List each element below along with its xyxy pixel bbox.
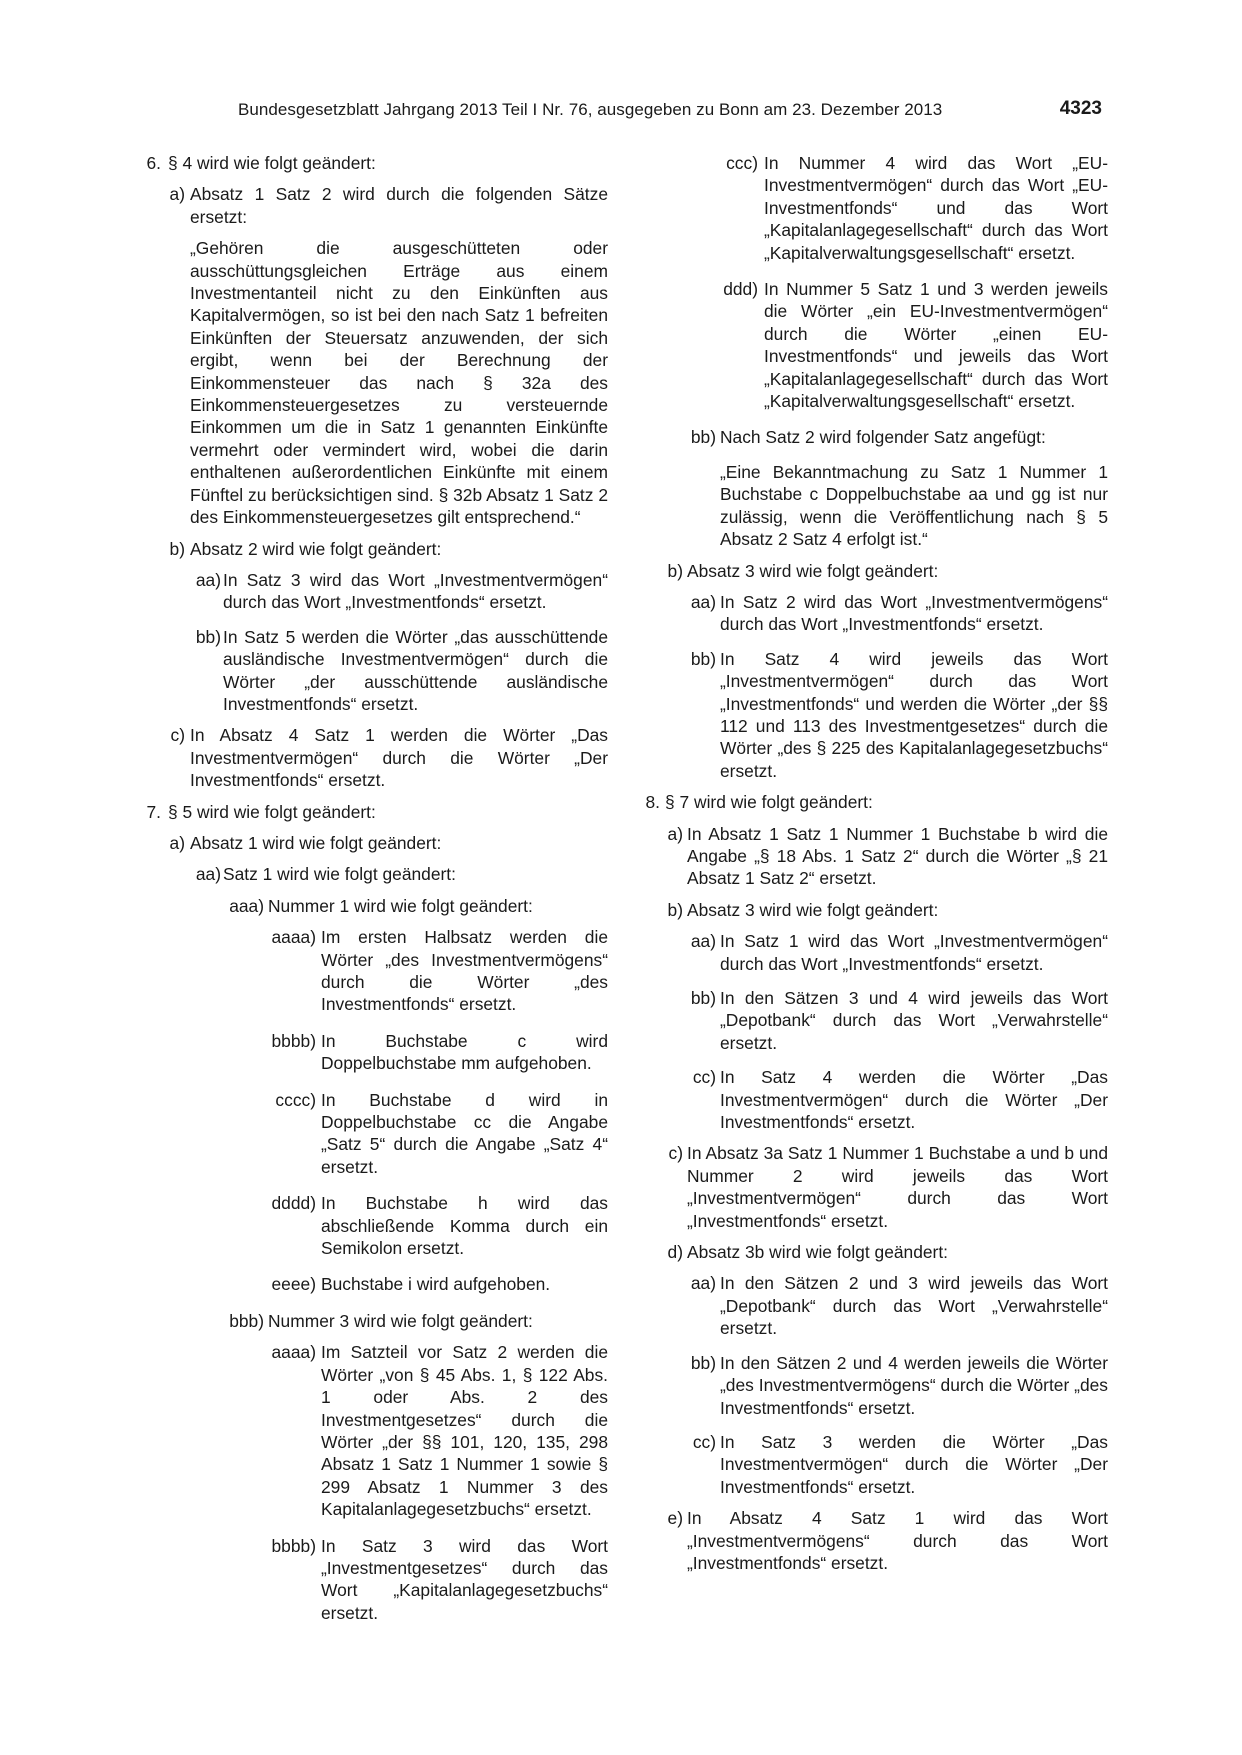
right-column bbox=[645, 152, 1108, 1574]
item-label: bbbb) bbox=[271, 1030, 316, 1051]
item-text: Absatz 3b wird wie folgt geändert: bbox=[687, 1242, 949, 1263]
item-text: In den Sätzen 2 und 3 wird jeweils das Wort „Depotbank“ durch das Wort „Verwahrstelle“ ersetzt. bbox=[720, 1273, 1108, 1339]
item-label: b) bbox=[169, 538, 185, 559]
item-label: aa) bbox=[690, 931, 716, 952]
item-label: bb) bbox=[690, 427, 716, 448]
item-text: In Buchstabe c wird Doppelbuchstabe mm aufgehoben. bbox=[321, 1030, 608, 1074]
header-title: Bundesgesetzblatt Jahrgang 2013 Teil I Nr. 76, ausgegeben zu Bonn am 23. Dezember 2013 bbox=[238, 100, 943, 119]
item-text: In Satz 3 wird das Wort „Investmentvermögen“ durch das Wort „Investmentfonds“ ersetzt. bbox=[223, 569, 608, 613]
item-label: e) bbox=[667, 1508, 683, 1529]
item-label: aa) bbox=[195, 569, 221, 590]
item-label: ddd) bbox=[723, 279, 758, 300]
section-6-text: § 4 wird wie folgt geändert: bbox=[168, 153, 376, 173]
item-label: cccc) bbox=[275, 1089, 316, 1110]
section-6 bbox=[143, 152, 608, 174]
quoted-text: „Eine Bekanntmachung zu Satz 1 Nummer 1 Buchstabe c Doppelbuchstabe aa und gg ist nur zulässig, wenn die Veröffentlichung nach § 5 Absatz 2 Satz 4 erfolgt ist.“ bbox=[720, 461, 1108, 550]
section-6-a-quote bbox=[143, 237, 608, 528]
item-label: bb) bbox=[690, 648, 716, 669]
section-8-c bbox=[650, 1142, 1108, 1232]
item-label: cc) bbox=[692, 1431, 716, 1452]
item-text: In Buchstabe h wird das abschließende Komma durch ein Semikolon ersetzt. bbox=[321, 1193, 608, 1259]
item-ccc bbox=[650, 152, 1108, 264]
section-7-text: § 5 wird wie folgt geändert: bbox=[168, 801, 376, 822]
section-8-number: 8. bbox=[645, 792, 660, 813]
item-label: bbb) bbox=[229, 1310, 264, 1331]
item-label: aaaa) bbox=[271, 927, 316, 948]
section-8-d-aa bbox=[650, 1272, 1108, 1339]
item-ddd bbox=[650, 278, 1108, 412]
item-label: aa) bbox=[690, 1273, 716, 1294]
section-8-b-cc bbox=[650, 1066, 1108, 1133]
section-8-d-bb bbox=[650, 1352, 1108, 1419]
section-7-a-aa-aaa bbox=[143, 895, 608, 917]
item-text: In Absatz 1 Satz 1 Nummer 1 Buchstabe b wird die Angabe „§ 18 Abs. 1 Satz 2“ durch die Wörter „§ 21 Absatz 1 Satz 2“ ersetzt. bbox=[687, 823, 1108, 889]
page-header bbox=[238, 100, 1102, 124]
item-text: Absatz 3 wird wie folgt geändert: bbox=[687, 899, 939, 920]
item-text: In Satz 5 werden die Wörter „das ausschüttende ausländische Investmentvermögen“ durch die Wörter „der ausschüttende ausländische Investmentfonds“ ersetzt. bbox=[223, 626, 608, 714]
item-label: bbbb) bbox=[271, 1535, 316, 1556]
item-label: c) bbox=[170, 725, 185, 746]
item-label: b) bbox=[667, 899, 683, 920]
section-8 bbox=[645, 791, 1108, 813]
item-label: b) bbox=[667, 560, 683, 581]
item-text: In Satz 3 wird das Wort „Investmentgesetzes“ durch das Wort „Kapitalanlagegesetzbuchs“ ersetzt. bbox=[321, 1535, 608, 1623]
section-8-a bbox=[650, 823, 1108, 890]
item-text: In Absatz 3a Satz 1 Nummer 1 Buchstabe a und b und Nummer 2 wird jeweils das Wort „Investmentvermögen“ durch das Wort „Investmentfonds“ ersetzt. bbox=[687, 1143, 1108, 1231]
section-8-b-bb bbox=[650, 987, 1108, 1054]
item-text: Absatz 1 Satz 2 wird durch die folgenden Sätze ersetzt: bbox=[190, 184, 608, 227]
item-text: In Satz 2 wird das Wort „Investmentvermögens“ durch das Wort „Investmentfonds“ ersetzt. bbox=[720, 591, 1108, 635]
item-text: In Buchstabe d wird in Doppelbuchstabe cc die Angabe „Satz 5“ durch die Angabe „Satz 4“ ersetzt. bbox=[321, 1089, 608, 1177]
section-8-text: § 7 wird wie folgt geändert: bbox=[665, 792, 873, 813]
item-aaaa bbox=[143, 926, 608, 1016]
item-label: aa) bbox=[195, 864, 221, 885]
item-label: bb) bbox=[690, 1352, 716, 1373]
item-label: bb) bbox=[690, 988, 716, 1008]
item-text: In den Sätzen 2 und 4 werden jeweils die Wörter „des Investmentvermögens“ durch die Wörter „des Investmentfonds“ ersetzt. bbox=[720, 1352, 1108, 1418]
item-text: In Absatz 4 Satz 1 wird das Wort „Investmentvermögens“ durch das Wort „Investmentfonds“ ersetzt. bbox=[687, 1508, 1108, 1573]
item-text: Im ersten Halbsatz werden die Wörter „des Investmentvermögens“ durch die Wörter „des Investmentfonds“ ersetzt. bbox=[321, 927, 608, 1015]
item-label: a) bbox=[169, 832, 185, 853]
item-label: a) bbox=[169, 184, 185, 205]
item-text: In Satz 4 wird jeweils das Wort „Investmentvermögen“ durch das Wort „Investmentfonds“ und werden die Wörter „der §§ 112 und 113 des Investmentgesetzes“ durch die Wörter „des § 225 des Kapitalanlagegesetzbuchs“ ersetzt. bbox=[720, 648, 1108, 781]
item-bbbb bbox=[143, 1030, 608, 1075]
item-cccc bbox=[143, 1089, 608, 1179]
item-text: In Absatz 4 Satz 1 werden die Wörter „Das Investmentvermögen“ durch die Wörter „Der Investmentfonds“ ersetzt. bbox=[190, 725, 608, 791]
item-text: Nummer 3 wird wie folgt geändert: bbox=[268, 1310, 533, 1331]
section-7-a bbox=[143, 832, 608, 854]
section-6-number: 6. bbox=[146, 153, 161, 173]
item-text: Nummer 1 wird wie folgt geändert: bbox=[268, 895, 533, 916]
item-label: eeee) bbox=[271, 1274, 316, 1295]
section-8-b bbox=[650, 899, 1108, 921]
item-text: In Nummer 5 Satz 1 und 3 werden jeweils die Wörter „ein EU-Investmentvermögen“ durch die Wörter „einen EU-Investmentfonds“ und jeweils das Wort „Kapitalanlagegesellschaft“ durch das Wort „Kapitalverwaltungsgesellschaft“ ersetzt. bbox=[764, 279, 1108, 412]
item-label: a) bbox=[667, 823, 683, 844]
item-text: Absatz 3 wird wie folgt geändert: bbox=[687, 560, 939, 581]
section-8-d-cc bbox=[650, 1431, 1108, 1498]
item-label: bb) bbox=[195, 626, 221, 647]
item-label: aaaa) bbox=[271, 1342, 316, 1363]
item-label: dddd) bbox=[271, 1193, 316, 1214]
section-7-b bbox=[650, 560, 1108, 582]
item-text: In Nummer 4 wird das Wort „EU-Investmentvermögen“ durch das Wort „EU-Investmentfonds“ und das Wort „Kapitalanlagegesellschaft“ durch das Wort „Kapitalverwaltungsgesellschaft“ ersetzt. bbox=[764, 153, 1108, 263]
item-label: aa) bbox=[690, 591, 716, 612]
item-aaaa bbox=[143, 1341, 608, 1520]
item-label: cc) bbox=[692, 1067, 716, 1088]
section-6-c bbox=[143, 724, 608, 791]
item-bb-satz2 bbox=[650, 426, 1108, 448]
item-text: Satz 1 wird wie folgt geändert: bbox=[223, 864, 456, 885]
section-8-d bbox=[650, 1241, 1108, 1263]
left-column bbox=[143, 152, 608, 1624]
item-bbbb bbox=[143, 1535, 608, 1625]
page-number: 4323 bbox=[1059, 98, 1102, 119]
item-text: In Satz 3 werden die Wörter „Das Investmentvermögen“ durch die Wörter „Der Investmentfonds“ ersetzt. bbox=[720, 1431, 1108, 1497]
section-7-b-aa bbox=[650, 591, 1108, 636]
section-7-a-aa-bbb bbox=[143, 1310, 608, 1332]
item-bb-satz2-quote bbox=[650, 461, 1108, 551]
item-text: Buchstabe i wird aufgehoben. bbox=[321, 1274, 551, 1295]
section-7-number: 7. bbox=[146, 801, 161, 822]
section-8-b-aa bbox=[650, 930, 1108, 975]
item-text: Absatz 2 wird wie folgt geändert: bbox=[190, 538, 442, 559]
item-eeee bbox=[143, 1273, 608, 1295]
section-6-b bbox=[143, 538, 608, 560]
item-label: c) bbox=[668, 1143, 683, 1164]
section-7-a-aa bbox=[143, 863, 608, 885]
item-text: In Satz 4 werden die Wörter „Das Investmentvermögen“ durch die Wörter „Der Investmentfonds“ ersetzt. bbox=[720, 1067, 1108, 1133]
section-6-b-bb bbox=[143, 626, 608, 716]
item-text: In Satz 1 wird das Wort „Investmentvermögen“ durch das Wort „Investmentfonds“ ersetzt. bbox=[720, 931, 1108, 974]
item-dddd bbox=[143, 1192, 608, 1259]
quoted-text: „Gehören die ausgeschütteten oder ausschüttungsgleichen Erträge aus einem Investmentanteil nicht zu den Einkünften aus Kapitalvermögen, so ist bei den nach Satz 1 befreiten Einkünften der Steuersatz anzuwenden, der sich ergibt, wenn bei der Berechnung der Einkommensteuer das nach § 32a des Einkommensteuergesetzes zu versteuernde Einkommen um die in Satz 1 genannten Einkünfte vermehrt oder vermindert wird, wobei die darin enthaltenen außerordentlichen Einkünfte mit einem Fünftel zu berücksichtigen sind. § 32b Absatz 1 Satz 2 des Einkommensteuergesetzes gilt entsprechend.“ bbox=[190, 238, 608, 528]
section-6-b-aa bbox=[143, 569, 608, 614]
section-7-b-bb bbox=[650, 648, 1108, 782]
item-text: Absatz 1 wird wie folgt geändert: bbox=[190, 832, 442, 853]
item-text: Im Satzteil vor Satz 2 werden die Wörter „von § 45 Abs. 1, § 122 Abs. 1 oder Abs. 2 des Investmentgesetzes“ durch die Wörter „der §§ 101, 120, 135, 298 Absatz 1 Satz 1 Nummer 1 sowie § 299 Absatz 1 Nummer 3 des Kapitalanlagegesetzbuchs“ ersetzt. bbox=[321, 1342, 608, 1520]
item-label: aaa) bbox=[229, 895, 264, 916]
section-6-a bbox=[143, 183, 608, 228]
item-text: In den Sätzen 3 und 4 wird jeweils das Wort „Depotbank“ durch das Wort „Verwahrstelle“ ersetzt. bbox=[720, 988, 1108, 1053]
section-7 bbox=[143, 801, 608, 823]
section-8-e bbox=[650, 1507, 1108, 1574]
item-label: d) bbox=[667, 1242, 683, 1263]
item-text: Nach Satz 2 wird folgender Satz angefügt: bbox=[720, 427, 1046, 448]
item-label: ccc) bbox=[726, 153, 758, 173]
